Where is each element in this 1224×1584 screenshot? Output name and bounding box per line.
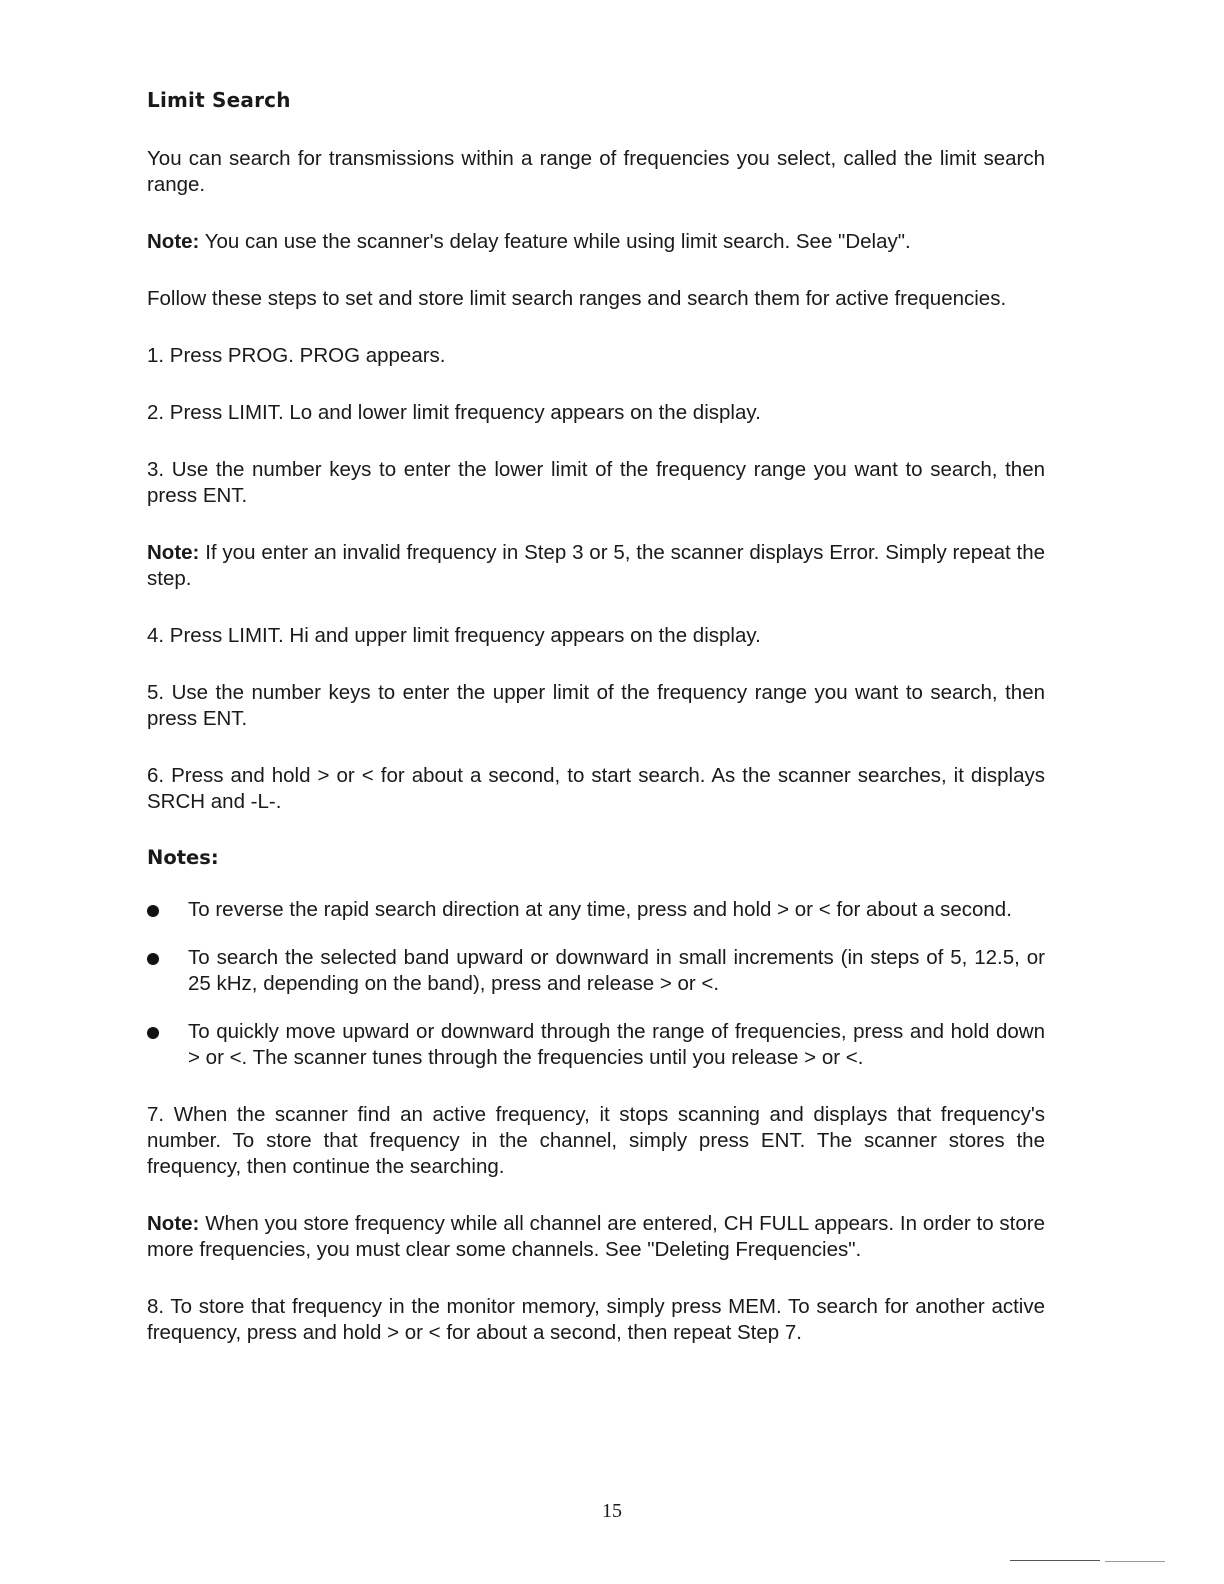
bullet-icon [147,905,159,917]
follow-paragraph: Follow these steps to set and store limit search ranges and search them for active frequencies. [147,287,1007,310]
step-7: 7. When the scanner find an active frequency, it stops scanning and displays that frequency's number. To store that frequency in the channel, simply press ENT. The scanner stores the frequency, then continue the searching. [147,1103,1045,1178]
step-3: 3. Use the number keys to enter the lower limit of the frequency range you want to search, then press ENT. [147,458,1045,507]
note-invalid-frequency [147,540,1045,592]
note-label: Note: [147,230,200,253]
bullet-text: To search the selected band upward or downward in small increments (in steps of 5, 12.5, or 25 kHz, depending on the band), press and release > or <. [188,946,1045,995]
step-6: 6. Press and hold > or < for about a second, to start search. As the scanner searches, it displays SRCH and -L-. [147,764,1045,813]
bullet-icon [147,953,159,965]
notes-list [147,897,1045,1071]
note-text: If you enter an invalid frequency in Step 3 or 5, the scanner displays Error. Simply repeat the step. [147,541,1045,590]
bullet-text: To reverse the rapid search direction at any time, press and hold > or < for about a second. [188,898,1012,921]
list-item [147,1019,1045,1071]
note-text: When you store frequency while all channel are entered, CH FULL appears. In order to store more frequencies, you must clear some channels. See "Deleting Frequencies". [147,1212,1045,1261]
step-4: 4. Press LIMIT. Hi and upper limit frequency appears on the display. [147,624,761,647]
scan-artifact-line [1010,1560,1100,1561]
note-delay [147,229,1045,255]
scan-artifact-line [1105,1561,1165,1562]
list-item [147,945,1045,997]
bullet-text: To quickly move upward or downward through the range of frequencies, press and hold down > or <. The scanner tunes through the frequencies until you release > or <. [188,1020,1045,1069]
step-1: 1. Press PROG. PROG appears. [147,344,446,367]
step-8: 8. To store that frequency in the monitor memory, simply press MEM. To search for another active frequency, press and hold > or < for about a second, then repeat Step 7. [147,1295,1045,1344]
note-label: Note: [147,541,200,564]
notes-heading: Notes: [147,846,219,869]
section-heading: Limit Search [147,88,291,112]
intro-paragraph: You can search for transmissions within a range of frequencies you select, called the limit search range. [147,147,1045,196]
note-text: You can use the scanner's delay feature while using limit search. See "Delay". [199,230,911,253]
note-label: Note: [147,1212,200,1235]
step-2: 2. Press LIMIT. Lo and lower limit frequency appears on the display. [147,401,761,424]
document-body [147,88,1045,1346]
bullet-icon [147,1027,159,1039]
note-ch-full [147,1211,1045,1263]
page-number: 15 [602,1500,622,1522]
list-item [147,897,1045,923]
step-5: 5. Use the number keys to enter the upper limit of the frequency range you want to search, then press ENT. [147,681,1045,730]
